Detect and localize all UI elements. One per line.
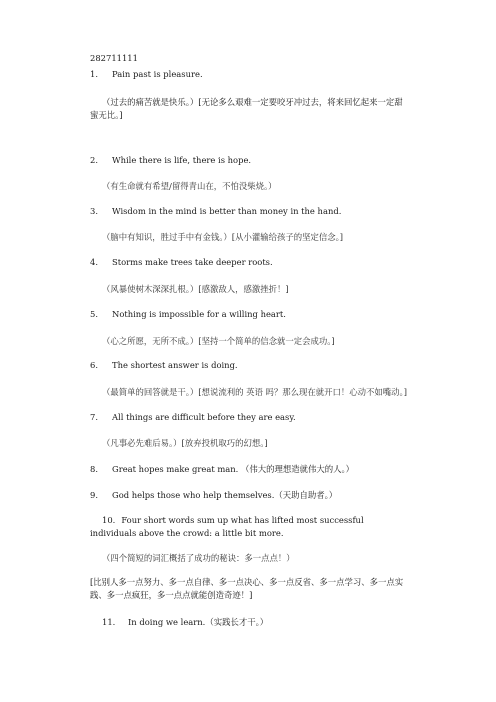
translation-4: （风暴使树木深深扎根。）[感激敌人，感激挫折！] bbox=[102, 284, 289, 294]
entry-5: 5. Nothing is impossible for a willing heart. bbox=[90, 309, 286, 319]
translation-3: （脑中有知识，胜过手中有金钱。）[从小灌输给孩子的坚定信念。] bbox=[102, 232, 344, 242]
entry-9: 9. God helps those who help themselves.（天助自助者。） bbox=[90, 490, 338, 500]
proverb-en: Great hopes make great man. （伟大的理想造就伟大的人。） bbox=[112, 464, 355, 474]
proverb-en: Four short words sum up what has lifted most successful individuals above the crowd: a little bit more. bbox=[90, 515, 364, 538]
entry-11: 11. In doing we learn.（实践长才干。） bbox=[102, 617, 269, 627]
translation-2: （有生命就有希望/留得青山在，不怕没柴烧。） bbox=[102, 181, 277, 191]
translation-7: （凡事必先难后易。）[放弃投机取巧的幻想。] bbox=[102, 438, 268, 448]
entry-2: 2. While there is life, there is hope. bbox=[90, 155, 252, 165]
proverb-en: All things are difficult before they are easy. bbox=[112, 412, 296, 422]
document-id: 282711111 bbox=[90, 53, 138, 63]
proverb-en: The shortest answer is doing. bbox=[112, 360, 238, 370]
translation-5: （心之所愿，无所不成。）[坚持一个简单的信念就一定会成功。] bbox=[102, 336, 335, 346]
translation-10: （四个简短的词汇概括了成功的秘诀：多一点点！） bbox=[102, 553, 295, 563]
proverb-en: God helps those who help themselves.（天助自助者。） bbox=[112, 490, 338, 500]
proverb-en: Nothing is impossible for a willing heart. bbox=[112, 309, 286, 319]
proverb-en: While there is life, there is hope. bbox=[112, 155, 252, 165]
entry-1: 1. Pain past is pleasure. bbox=[90, 69, 203, 79]
proverb-en: Pain past is pleasure. bbox=[112, 69, 203, 79]
translation-1: （过去的痛苦就是快乐。）[无论多么艰难一定要咬牙冲过去，将来回忆起来一定甜蜜无比。] bbox=[90, 97, 403, 120]
proverb-en: Wisdom in the mind is better than money in the hand. bbox=[112, 206, 342, 216]
entry-7: 7. All things are difficult before they are easy. bbox=[90, 412, 296, 422]
entry-6: 6. The shortest answer is doing. bbox=[90, 360, 238, 370]
entry-3: 3. Wisdom in the mind is better than money in the hand. bbox=[90, 206, 342, 216]
entry-10: 10. Four short words sum up what has lifted most successful individuals above the crowd: a little bit more. bbox=[90, 515, 364, 538]
explanation-10: [比别人多一点努力、多一点自律、多一点决心、多一点反省、多一点学习、多一点实践、多一点疯狂，多一点点就能创造奇迹！] bbox=[90, 577, 404, 600]
proverb-en: In doing we learn.（实践长才干。） bbox=[128, 617, 269, 627]
proverb-en: Storms make trees take deeper roots. bbox=[112, 257, 273, 267]
entry-4: 4. Storms make trees take deeper roots. bbox=[90, 257, 273, 267]
translation-6: （最简单的回答就是干。）[想说流利的 英语 吗？那么现在就开口！心动不如嘴动。] bbox=[102, 387, 407, 397]
entry-8: 8. Great hopes make great man. （伟大的理想造就伟大的人。） bbox=[90, 464, 355, 474]
